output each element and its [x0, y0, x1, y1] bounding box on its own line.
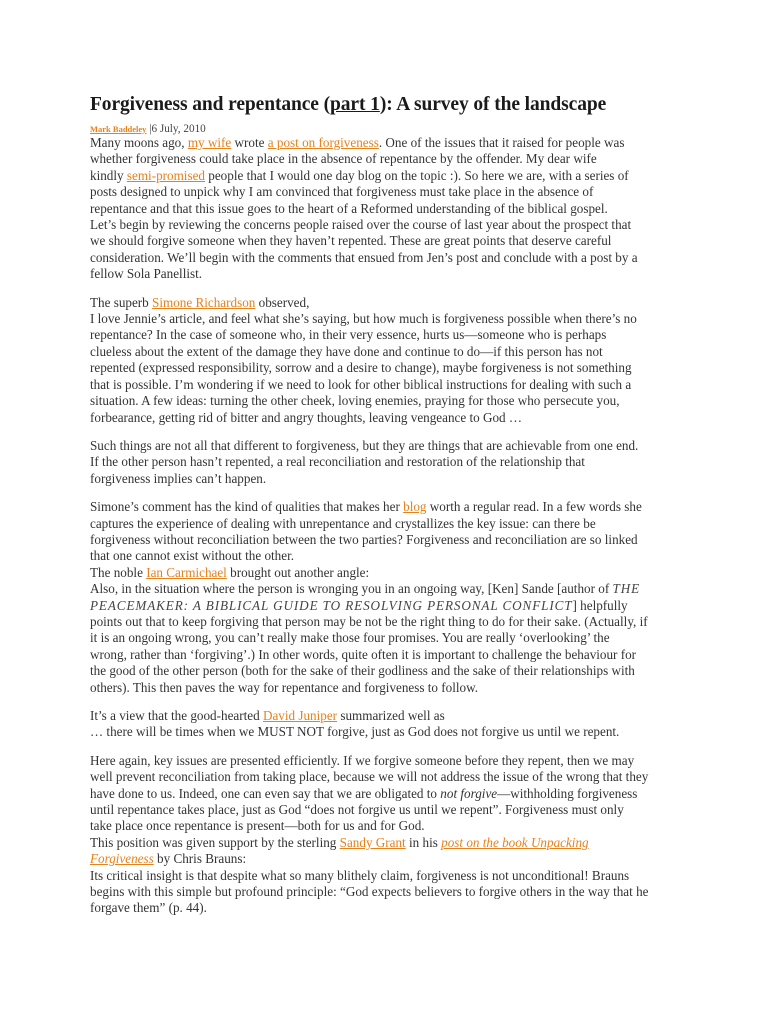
- text-line: Also, in the situation where the person is wronging you in an ongoing way, [Ken] Sande [author of THE: [90, 581, 641, 597]
- text-line: This position was given support by the sterling Sandy Grant in his post on the book Unpacking: [90, 834, 589, 850]
- post-on-forgiveness-link[interactable]: a post on forgiveness: [267, 135, 379, 150]
- text-line: The superb Simone Richardson observed,: [90, 294, 310, 310]
- text-line: clueless about the extent of the damage they have done and continue to do—if this person has not: [90, 343, 603, 359]
- author-link[interactable]: Mark Baddeley: [90, 124, 147, 134]
- text-line: Let’s begin by reviewing the concerns people raised over the course of last year about the prospect that: [90, 217, 632, 233]
- text-line: The noble Ian Carmichael brought out another angle:: [90, 564, 370, 580]
- text-line: it is an ongoing wrong, you can’t really make those four promises. You are really ‘overlooking’ the: [90, 630, 610, 646]
- text-line: Such things are not all that different to forgiveness, but they are things that are achievable from one end.: [90, 437, 639, 453]
- my-wife-link[interactable]: my wife: [187, 135, 232, 150]
- text-line: repentance and that this issue goes to the heart of a Reformed understanding of the biblical gospel.: [90, 200, 608, 216]
- paragraph-achievable: [90, 438, 690, 487]
- text-line: others). This then paves the way for repentance and forgiveness to follow.: [90, 679, 479, 695]
- text-line: that one cannot exist without the other.: [90, 548, 295, 564]
- paragraph-juniper: [90, 708, 690, 741]
- text-line: Here again, key issues are presented efficiently. If we forgive someone before they repent, then we may: [90, 752, 635, 768]
- paragraph-simone-comment: [90, 499, 690, 696]
- text-line: that is possible. I’m wondering if we need to look for other biblical instructions for dealing with such a: [90, 376, 632, 392]
- ian-carmichael-link[interactable]: Ian Carmichael: [146, 564, 227, 580]
- text-line: Forgiveness by Chris Brauns:: [90, 851, 247, 867]
- text-line: situation. A few ideas: turning the other cheek, loving enemies, praying for those who persecute you,: [90, 393, 620, 409]
- text-line: forgiveness implies can’t happen.: [90, 470, 267, 486]
- article-title: Forgiveness and repentance (part 1): A survey of the landscape: [90, 94, 607, 115]
- text-line: have done to us. Indeed, one can even say that we are obligated to not forgive—withholding forgiveness: [90, 785, 638, 801]
- text-line: whether forgiveness could take place in the absence of repentance by the offender. My dear wife: [90, 151, 597, 167]
- paragraph-key-issues: [90, 753, 690, 917]
- text-line: take place once repentance is present—both for us and for God.: [90, 818, 425, 834]
- paragraph-intro: [90, 135, 690, 283]
- sandy-grant-link[interactable]: Sandy Grant: [339, 834, 406, 850]
- text-line: the good of the other person (both for the sake of their godliness and the sake of their relationships with: [90, 663, 635, 679]
- post-date: |6 July, 2010: [146, 123, 206, 135]
- text-line: begins with this simple but profound principle: “God expects believers to forgive others in the way that he: [90, 884, 649, 900]
- paragraph-simone-quote: [90, 295, 690, 426]
- blog-link[interactable]: blog: [403, 499, 427, 515]
- text-line: Many moons ago, my wife wrote a post on forgiveness. One of the issues that it raised for people was: [90, 135, 625, 150]
- part-1-link[interactable]: part 1: [330, 94, 380, 115]
- text-line: wrong, rather than ‘forgiving’.) In other words, quite often it is important to challenge the behaviour for: [90, 646, 637, 662]
- article: [90, 92, 690, 917]
- text-line: I love Jennie’s article, and feel what she’s saying, but how much is forgiveness possible when there’s no: [90, 311, 637, 327]
- simone-richardson-link[interactable]: Simone Richardson: [152, 294, 256, 310]
- text-line: It’s a view that the good-hearted David Juniper summarized well as: [90, 708, 445, 723]
- text-line: kindly semi-promised people that I would one day blog on the topic :). So here we are, with a series of: [90, 167, 629, 183]
- text-line: well prevent reconciliation from taking place, because we will not address the issue of the wrong that they: [90, 769, 649, 785]
- text-line: PEACEMAKER: A BIBLICAL GUIDE TO RESOLVING PERSONAL CONFLICT] helpfully: [90, 597, 628, 613]
- text-line: forgave them” (p. 44).: [90, 900, 207, 916]
- text-line: consideration. We’ll begin with the comments that ensued from Jen’s post and conclude with a post by a: [90, 249, 638, 265]
- text-line: If the other person hasn’t repented, a real reconciliation and restoration of the relationship that: [90, 454, 585, 470]
- text-line: forbearance, getting rid of bitter and angry thoughts, leaving vengeance to God …: [90, 409, 523, 425]
- text-line: repented (expressed responsibility, sorrow and a desire to change), maybe forgiveness is not something: [90, 360, 632, 376]
- text-line: Its critical insight is that despite what so many blithely claim, forgiveness is not unconditional! Brauns: [90, 867, 630, 883]
- article-meta: [90, 124, 690, 135]
- text-line: we should forgive someone when they haven’t repented. These are great points that deserve careful: [90, 233, 612, 249]
- post-on-the-book-link[interactable]: post on the book: [441, 834, 531, 850]
- text-line: points out that to keep forgiving that person may be not be the right thing to do for their sake. (Actually, if: [90, 613, 648, 629]
- text-line: captures the experience of dealing with unrepentance and crystallizes the key issue: can there be: [90, 515, 596, 531]
- text-line: forgiveness without reconciliation between the two parties? Forgiveness and reconciliation are so linked: [90, 531, 638, 547]
- text-line: repentance? In the case of someone who, in their very essence, hurts us—someone who is perhaps: [90, 327, 607, 343]
- david-juniper-link[interactable]: David Juniper: [262, 708, 338, 723]
- text-line: posts designed to unpick why I am convinced that forgiveness must take place in the absence of: [90, 184, 594, 200]
- text-line: until repentance takes place, just as God “does not forgive us until we repent”. Forgiveness must only: [90, 802, 624, 818]
- unpacking-forgiveness-link[interactable]: Unpacking: [530, 834, 589, 850]
- text-line: fellow Sola Panellist.: [90, 266, 203, 282]
- semi-promised-link[interactable]: semi-promised: [126, 167, 205, 183]
- text-line: … there will be times when we MUST NOT forgive, just as God does not forgive us until we repent.: [90, 724, 620, 740]
- text-line: Simone’s comment has the kind of qualities that makes her blog worth a regular read. In a few words she: [90, 499, 642, 515]
- unpacking-forgiveness-link-cont[interactable]: Forgiveness: [90, 851, 154, 867]
